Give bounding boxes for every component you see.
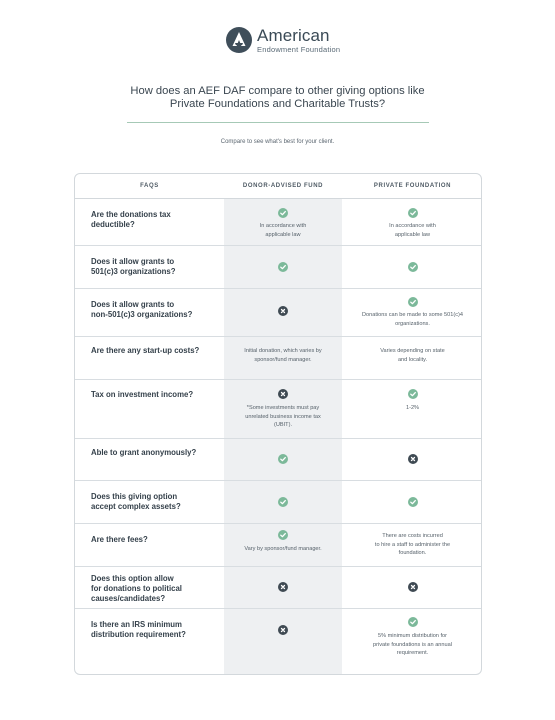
table-row	[75, 609, 481, 673]
donor-advised-fund-cell	[224, 524, 342, 566]
cell-note-line: In accordance with	[259, 223, 307, 229]
donor-advised-fund-cell	[224, 481, 342, 523]
cell-note-line: Vary by sponsor/fund manager.	[244, 546, 322, 552]
cell-note-line: requirement.	[396, 650, 429, 656]
donor-advised-fund-cell	[224, 199, 342, 245]
cell-note-line: applicable law	[394, 231, 431, 238]
cell-note	[228, 404, 338, 430]
faq-question	[91, 535, 221, 545]
faq-question-line: accept complex assets?	[91, 502, 181, 511]
brand-subtitle: Endowment Foundation	[257, 45, 341, 54]
faq-question-line: Does this giving option	[91, 492, 178, 501]
cross-icon	[408, 454, 418, 464]
table-row	[75, 567, 481, 609]
cell-note-line: private foundations is an annual	[373, 641, 452, 648]
cell-note-line: unrelated business income tax	[245, 413, 321, 420]
header-faqs: FAQS	[140, 183, 159, 189]
private-foundation-cell	[342, 567, 482, 608]
table-row	[75, 199, 481, 246]
donor-advised-fund-cell	[224, 337, 342, 379]
cell-note-line: applicable law	[265, 231, 301, 238]
faq-question-line: deductible?	[91, 220, 135, 229]
cell-note	[228, 347, 338, 364]
donor-advised-fund-cell	[224, 609, 342, 673]
cell-note	[346, 632, 479, 658]
private-foundation-cell	[342, 199, 482, 245]
check-icon	[278, 530, 288, 540]
check-icon	[278, 262, 288, 272]
check-icon	[278, 208, 288, 218]
private-foundation-cell	[342, 439, 482, 480]
faq-question	[91, 448, 221, 458]
check-icon	[278, 497, 288, 507]
faq-question	[91, 492, 221, 512]
table-header	[75, 174, 481, 199]
cell-note	[228, 222, 338, 239]
page-title-line-2: Private Foundations and Charitable Trusts?	[169, 98, 386, 110]
cell-note-line: In accordance with	[389, 223, 436, 229]
faq-question	[91, 210, 221, 230]
faq-question-line: Does it allow grants to	[91, 300, 175, 309]
table-row	[75, 337, 481, 380]
faq-question	[91, 390, 221, 400]
cell-note-line: and locality.	[397, 356, 428, 363]
table-row	[75, 481, 481, 524]
private-foundation-cell	[342, 337, 482, 379]
donor-advised-fund-cell	[224, 567, 342, 608]
table-row	[75, 439, 481, 481]
cell-note-line: Donations can be made to some 501(c)4	[361, 312, 464, 318]
comparison-table	[74, 173, 482, 675]
header-donor-advised-fund: DONOR-ADVISED FUND	[242, 183, 324, 189]
cell-note	[346, 532, 479, 558]
brand-logo	[226, 27, 340, 54]
faq-question	[91, 620, 221, 640]
page-title-line-1: How does an AEF DAF compare to other giving options like	[130, 85, 425, 97]
faq-question	[91, 574, 221, 604]
cell-note	[346, 404, 479, 413]
cell-note-line: 1-2%	[405, 405, 420, 411]
cross-icon	[278, 389, 288, 399]
cell-note-line: to hire a staff to administer the	[374, 541, 451, 548]
cell-note-line: sponsor/fund manager.	[254, 356, 312, 363]
private-foundation-cell	[342, 380, 482, 438]
faq-question-line: Does it allow grants to	[91, 257, 175, 266]
faq-question-line: Are there any start-up costs?	[91, 346, 200, 355]
aef-logo-icon	[226, 27, 252, 53]
faq-question-line: Tax on investment income?	[91, 390, 194, 399]
cell-note	[228, 545, 338, 554]
check-icon	[278, 454, 288, 464]
cell-note-line: *Some investments must pay	[246, 405, 320, 411]
cell-note	[346, 347, 479, 364]
faq-question	[91, 257, 221, 277]
check-icon	[408, 389, 418, 399]
donor-advised-fund-cell	[224, 439, 342, 480]
page-subtitle: Compare to see what's best for your client.	[220, 139, 335, 145]
check-icon	[408, 297, 418, 307]
faq-question-line: distribution requirement?	[91, 630, 186, 639]
cell-note-line: 5% minimum distribution for	[377, 633, 447, 639]
check-icon	[408, 497, 418, 507]
private-foundation-cell	[342, 524, 482, 566]
faq-question-line: Is there an IRS minimum	[91, 620, 182, 629]
table-row	[75, 524, 481, 567]
faq-question-line: Are there fees?	[91, 535, 148, 544]
donor-advised-fund-cell	[224, 246, 342, 288]
cell-note-line: (UBIT).	[273, 422, 293, 428]
cross-icon	[408, 582, 418, 592]
donor-advised-fund-cell	[224, 380, 342, 438]
title-divider	[127, 122, 429, 123]
faq-question-line: causes/candidates?	[91, 594, 166, 603]
faq-question-line: for donations to political	[91, 584, 182, 593]
table-row	[75, 246, 481, 289]
faq-question-line: Able to grant anonymously?	[91, 448, 197, 457]
cell-note	[346, 311, 479, 328]
header-private-foundation: PRIVATE FOUNDATION	[373, 183, 452, 189]
check-icon	[408, 617, 418, 627]
faq-question-line: Does this option allow	[91, 574, 174, 583]
cross-icon	[278, 625, 288, 635]
check-icon	[408, 262, 418, 272]
cross-icon	[278, 306, 288, 316]
faq-question-line: non-501(c)3 organizations?	[91, 310, 193, 319]
private-foundation-cell	[342, 246, 482, 288]
cell-note	[346, 222, 479, 239]
faq-question	[91, 346, 221, 356]
brand-name: American	[257, 26, 330, 45]
private-foundation-cell	[342, 481, 482, 523]
cell-note-line: Varies depending on state	[380, 348, 445, 354]
cross-icon	[278, 582, 288, 592]
table-row	[75, 380, 481, 439]
cell-note-line: Initial donation, which varies by	[244, 348, 322, 354]
faq-question	[91, 300, 221, 320]
cell-note-line: foundation.	[398, 550, 427, 556]
faq-question-line: Are the donations tax	[91, 210, 171, 219]
donor-advised-fund-cell	[224, 289, 342, 336]
private-foundation-cell	[342, 609, 482, 673]
page-title	[0, 85, 555, 111]
private-foundation-cell	[342, 289, 482, 336]
cell-note-line: There are costs incurred	[382, 533, 443, 539]
check-icon	[408, 208, 418, 218]
faq-question-line: 501(c)3 organizations?	[91, 267, 176, 276]
cell-note-line: organizations.	[395, 320, 430, 327]
table-row	[75, 289, 481, 337]
